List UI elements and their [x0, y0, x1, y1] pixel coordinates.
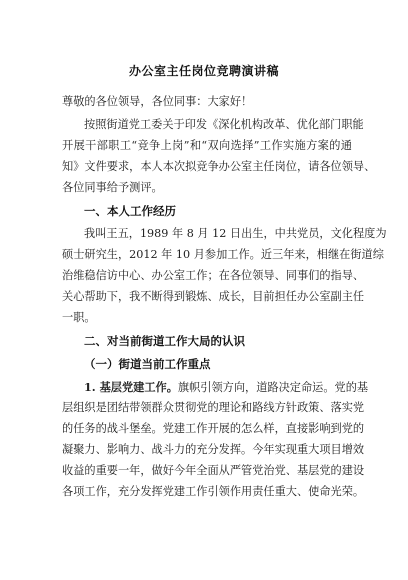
item-party-building-first-line — [84, 380, 369, 395]
experience-line: 硕士研究生，2012 年 10 月参加工作。近三年来，相继在街道综 — [62, 248, 384, 261]
party-building-line: 凝聚力、影响力、战斗力的充分发挥。今年实现重大项目增效 — [62, 443, 365, 456]
party-building-line: 收益的重要一年，做好今年全面从严管党治党、基层党的建设 — [62, 464, 365, 477]
intro-line: 各位同事给予测评。 — [62, 181, 163, 194]
section-heading-work-overview: 二、对当前街道工作大局的认识 — [84, 334, 245, 348]
subsection-heading-work-focus: （一）街道当前工作重点 — [84, 357, 211, 371]
section-heading-work-experience: 一、本人工作经历 — [84, 204, 176, 218]
greeting-text: 尊敬的各位领导，各位同事：大家好！ — [62, 95, 253, 108]
experience-line: 一职。 — [62, 311, 96, 324]
intro-line: 按照街道党工委关于印发《深化机构改革、优化部门职能 — [84, 118, 364, 131]
party-building-line: 层组织是团结带领群众贯彻党的理论和路线方针政策、落实党 — [62, 401, 365, 414]
experience-line: 治维稳信访中心、办公室工作；在各位领导、同事们的指导、 — [62, 269, 365, 282]
experience-line: 关心帮助下，我不断得到锻炼、成长，目前担任办公室副主任 — [62, 290, 365, 303]
item-party-building-text: 旗帜引领方向，道路决定命运。党的基 — [177, 381, 369, 394]
document-title: 办公室主任岗位竞聘演讲稿 — [128, 64, 279, 78]
party-building-line: 各项工作，充分发挥党建工作引领作用责任重大、使命光荣。 — [62, 485, 365, 498]
party-building-line: 的任务的战斗堡垒。党建工作开展的怎么样，直接影响到党的 — [62, 422, 365, 435]
intro-line: 知》文件要求，本人本次拟竞争办公室主任岗位，请各位领导、 — [62, 160, 376, 173]
experience-line: 我叫王五，1989 年 8 月 12 日出生，中共党员，文化程度为 — [84, 227, 387, 240]
item-party-building-label: 1. 基层党建工作。 — [84, 380, 178, 394]
intro-line: 开展干部职工“竞争上岗”和“双向选择”工作实施方案的通 — [62, 139, 352, 152]
